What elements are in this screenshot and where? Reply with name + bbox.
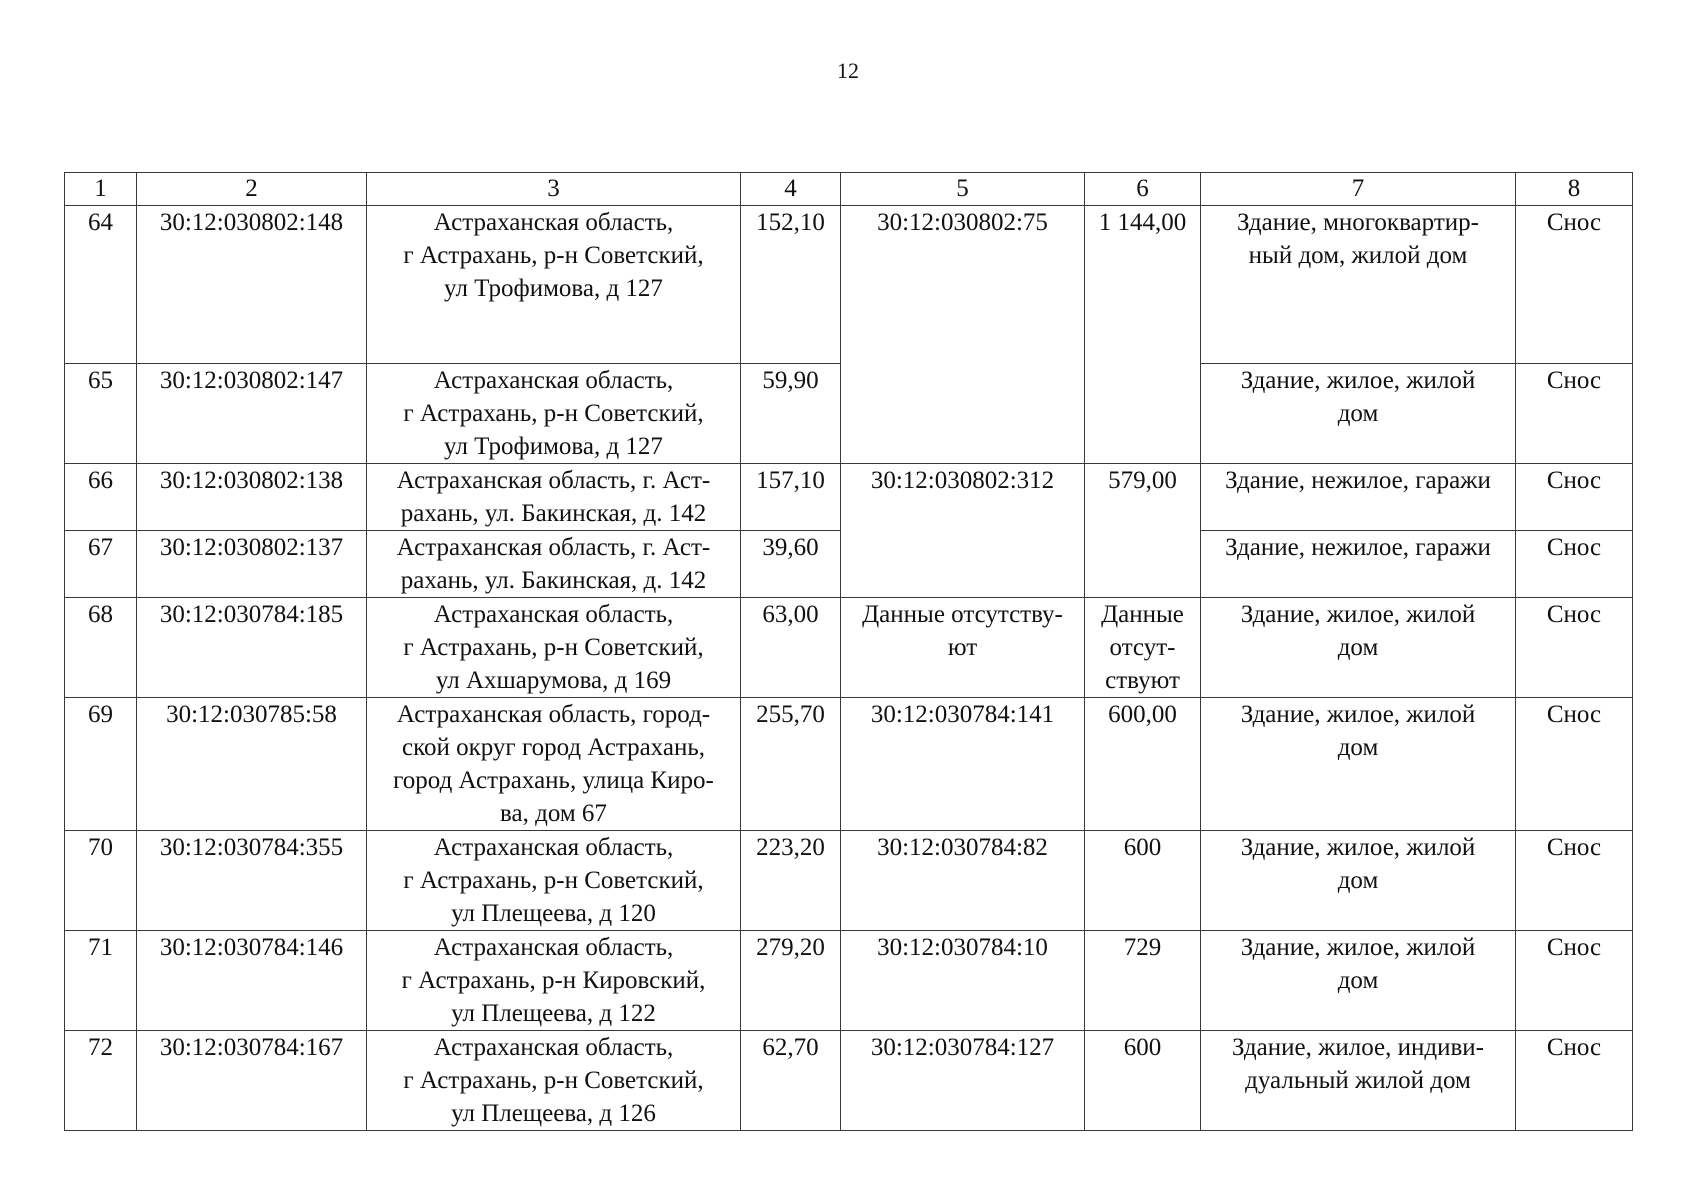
address-line: г Астрахань, р-н Кировский, bbox=[401, 967, 706, 994]
object-description bbox=[1201, 464, 1516, 531]
land-cadastral-number: 30:12:030802:312 bbox=[841, 464, 1085, 598]
object-cadastral-number: 30:12:030785:58 bbox=[137, 698, 367, 831]
description-line: дом bbox=[1337, 967, 1379, 994]
description-line: дом bbox=[1337, 867, 1379, 894]
address-line: г Астрахань, р-н Советский, bbox=[403, 400, 704, 427]
object-address bbox=[367, 364, 741, 464]
column-header: 2 bbox=[137, 173, 367, 206]
table-row bbox=[65, 831, 1633, 931]
description-line: Здание, нежилое, гаражи bbox=[1225, 467, 1491, 494]
description-line: Здание, жилое, жилой bbox=[1240, 834, 1476, 861]
address-line: ул Трофимова, д 127 bbox=[444, 275, 663, 302]
planned-action: Снос bbox=[1516, 531, 1633, 598]
object-cadastral-number: 30:12:030802:137 bbox=[137, 531, 367, 598]
column-header: 6 bbox=[1085, 173, 1201, 206]
description-line: дом bbox=[1337, 634, 1379, 661]
column-header: 1 bbox=[65, 173, 137, 206]
land-area: 600 bbox=[1085, 831, 1201, 931]
land-area-line: Данные bbox=[1101, 601, 1184, 628]
address-line: г Астрахань, р-н Советский, bbox=[403, 634, 704, 661]
object-cadastral-number: 30:12:030802:148 bbox=[137, 206, 367, 364]
object-cadastral-number: 30:12:030784:146 bbox=[137, 931, 367, 1031]
object-area: 279,20 bbox=[741, 931, 841, 1031]
address-line: Астраханская область, bbox=[433, 934, 674, 961]
land-cadastral-number: 30:12:030784:10 bbox=[841, 931, 1085, 1031]
column-header: 4 bbox=[741, 173, 841, 206]
address-line: ул Плещеева, д 126 bbox=[451, 1100, 656, 1127]
address-line: Астраханская область, bbox=[433, 367, 674, 394]
row-number: 69 bbox=[65, 698, 137, 831]
row-number: 68 bbox=[65, 598, 137, 698]
land-area: 729 bbox=[1085, 931, 1201, 1031]
planned-action: Снос bbox=[1516, 598, 1633, 698]
object-area: 157,10 bbox=[741, 464, 841, 531]
header-row bbox=[65, 173, 1633, 206]
table-row bbox=[65, 1031, 1633, 1131]
row-number: 71 bbox=[65, 931, 137, 1031]
land-cadastral-number: 30:12:030784:127 bbox=[841, 1031, 1085, 1131]
address-line: Астраханская область, г. Аст- bbox=[396, 467, 711, 494]
description-line: дуальный жилой дом bbox=[1245, 1067, 1471, 1094]
row-number: 66 bbox=[65, 464, 137, 531]
object-address bbox=[367, 598, 741, 698]
address-line: Астраханская область, bbox=[433, 209, 674, 236]
address-line: ул Плещеева, д 120 bbox=[451, 900, 656, 927]
object-description bbox=[1201, 206, 1516, 364]
object-description bbox=[1201, 598, 1516, 698]
column-header: 3 bbox=[367, 173, 741, 206]
object-description bbox=[1201, 831, 1516, 931]
land-cadastral-line: ют bbox=[947, 634, 978, 661]
column-header: 8 bbox=[1516, 173, 1633, 206]
land-area-line: ствуют bbox=[1105, 667, 1180, 694]
address-line: город Астрахань, улица Киро- bbox=[393, 767, 714, 794]
description-line: дом bbox=[1337, 734, 1379, 761]
address-line: г Астрахань, р-н Советский, bbox=[403, 1067, 704, 1094]
address-line: ва, дом 67 bbox=[500, 800, 607, 827]
object-address bbox=[367, 206, 741, 364]
objects-table bbox=[64, 172, 1633, 1131]
land-cadastral-number: 30:12:030784:82 bbox=[841, 831, 1085, 931]
description-line: Здание, жилое, жилой bbox=[1240, 601, 1476, 628]
address-line: ской округ город Астрахань, bbox=[402, 734, 705, 761]
object-address bbox=[367, 464, 741, 531]
land-cadastral-number bbox=[841, 598, 1085, 698]
object-description bbox=[1201, 931, 1516, 1031]
row-number: 70 bbox=[65, 831, 137, 931]
land-area bbox=[1085, 598, 1201, 698]
table-row bbox=[65, 698, 1633, 831]
land-area: 600 bbox=[1085, 1031, 1201, 1131]
row-number: 72 bbox=[65, 1031, 137, 1131]
address-line: ул Плещеева, д 122 bbox=[451, 1000, 656, 1027]
planned-action: Снос bbox=[1516, 364, 1633, 464]
object-address bbox=[367, 931, 741, 1031]
object-area: 59,90 bbox=[741, 364, 841, 464]
address-line: ул Трофимова, д 127 bbox=[444, 433, 663, 460]
address-line: Астраханская область, bbox=[433, 834, 674, 861]
row-number: 64 bbox=[65, 206, 137, 364]
planned-action: Снос bbox=[1516, 1031, 1633, 1131]
object-description bbox=[1201, 531, 1516, 598]
land-cadastral-number: 30:12:030784:141 bbox=[841, 698, 1085, 831]
row-number: 65 bbox=[65, 364, 137, 464]
object-cadastral-number: 30:12:030802:138 bbox=[137, 464, 367, 531]
land-area-line: отсут- bbox=[1109, 634, 1176, 661]
object-address bbox=[367, 531, 741, 598]
description-line: ный дом, жилой дом bbox=[1248, 242, 1468, 269]
description-line: Здание, нежилое, гаражи bbox=[1225, 534, 1491, 561]
column-header: 7 bbox=[1201, 173, 1516, 206]
land-area: 579,00 bbox=[1085, 464, 1201, 598]
planned-action: Снос bbox=[1516, 831, 1633, 931]
land-area: 1 144,00 bbox=[1085, 206, 1201, 464]
description-line: Здание, жилое, жилой bbox=[1240, 701, 1476, 728]
object-description bbox=[1201, 364, 1516, 464]
object-cadastral-number: 30:12:030784:167 bbox=[137, 1031, 367, 1131]
object-address bbox=[367, 698, 741, 831]
object-cadastral-number: 30:12:030784:185 bbox=[137, 598, 367, 698]
planned-action: Снос bbox=[1516, 464, 1633, 531]
object-area: 63,00 bbox=[741, 598, 841, 698]
planned-action: Снос bbox=[1516, 698, 1633, 831]
object-area: 152,10 bbox=[741, 206, 841, 364]
description-line: Здание, жилое, жилой bbox=[1240, 934, 1476, 961]
table-row bbox=[65, 931, 1633, 1031]
object-description bbox=[1201, 1031, 1516, 1131]
object-address bbox=[367, 1031, 741, 1131]
row-number: 67 bbox=[65, 531, 137, 598]
object-area: 39,60 bbox=[741, 531, 841, 598]
address-line: Астраханская область, город- bbox=[396, 701, 711, 728]
address-line: г Астрахань, р-н Советский, bbox=[403, 867, 704, 894]
object-cadastral-number: 30:12:030784:355 bbox=[137, 831, 367, 931]
object-cadastral-number: 30:12:030802:147 bbox=[137, 364, 367, 464]
planned-action: Снос bbox=[1516, 206, 1633, 364]
address-line: Астраханская область, г. Аст- bbox=[396, 534, 711, 561]
table-row bbox=[65, 464, 1633, 531]
table-row bbox=[65, 206, 1633, 364]
table-row bbox=[65, 598, 1633, 698]
address-line: г Астрахань, р-н Советский, bbox=[403, 242, 704, 269]
object-description bbox=[1201, 698, 1516, 831]
description-line: Здание, многоквартир- bbox=[1237, 209, 1479, 236]
address-line: рахань, ул. Бакинская, д. 142 bbox=[400, 500, 707, 527]
object-area: 223,20 bbox=[741, 831, 841, 931]
planned-action: Снос bbox=[1516, 931, 1633, 1031]
page-number: 12 bbox=[837, 58, 859, 83]
column-header: 5 bbox=[841, 173, 1085, 206]
description-line: Здание, жилое, индиви- bbox=[1232, 1034, 1484, 1061]
address-line: Астраханская область, bbox=[433, 1034, 674, 1061]
address-line: ул Ахшарумова, д 169 bbox=[435, 667, 672, 694]
land-cadastral-number: 30:12:030802:75 bbox=[841, 206, 1085, 464]
address-line: рахань, ул. Бакинская, д. 142 bbox=[400, 567, 707, 594]
description-line: Здание, жилое, жилой bbox=[1240, 367, 1476, 394]
object-area: 62,70 bbox=[741, 1031, 841, 1131]
object-area: 255,70 bbox=[741, 698, 841, 831]
object-address bbox=[367, 831, 741, 931]
address-line: Астраханская область, bbox=[433, 601, 674, 628]
land-area: 600,00 bbox=[1085, 698, 1201, 831]
description-line: дом bbox=[1337, 400, 1379, 427]
land-cadastral-line: Данные отсутству- bbox=[862, 601, 1063, 628]
